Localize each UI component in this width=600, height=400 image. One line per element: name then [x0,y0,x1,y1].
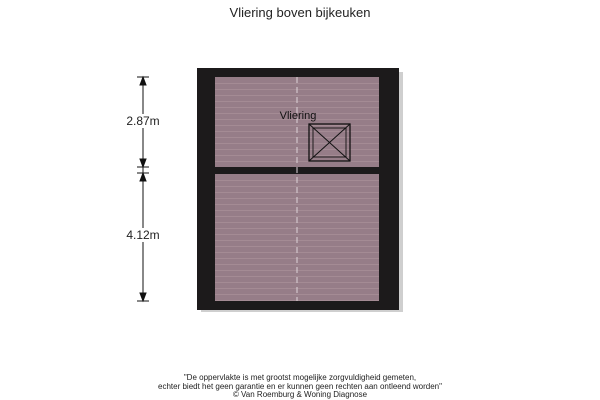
disclaimer-line-2: echter biedt het geen garantie en er kunnen geen rechten aan ontleend worden" [158,381,442,391]
dimension-upper-label: 2.87m [126,114,160,128]
page-title: Vliering boven bijkeuken [229,5,371,20]
dimension-line [137,77,149,301]
disclaimer [0,374,600,400]
disclaimer-line-3: © Van Roemburg & Woning Diagnose [232,390,368,399]
arrow-up-icon [140,77,146,85]
arrow-down-icon [140,159,146,167]
disclaimer-line-1: "De oppervlakte is met grootst mogelijke zorgvuldigheid gemeten, [183,373,417,382]
dimension-lower-label: 4.12m [126,228,160,242]
arrow-down-icon [140,293,146,301]
room-label: Vliering [279,110,317,122]
arrow-up-icon [140,173,146,181]
